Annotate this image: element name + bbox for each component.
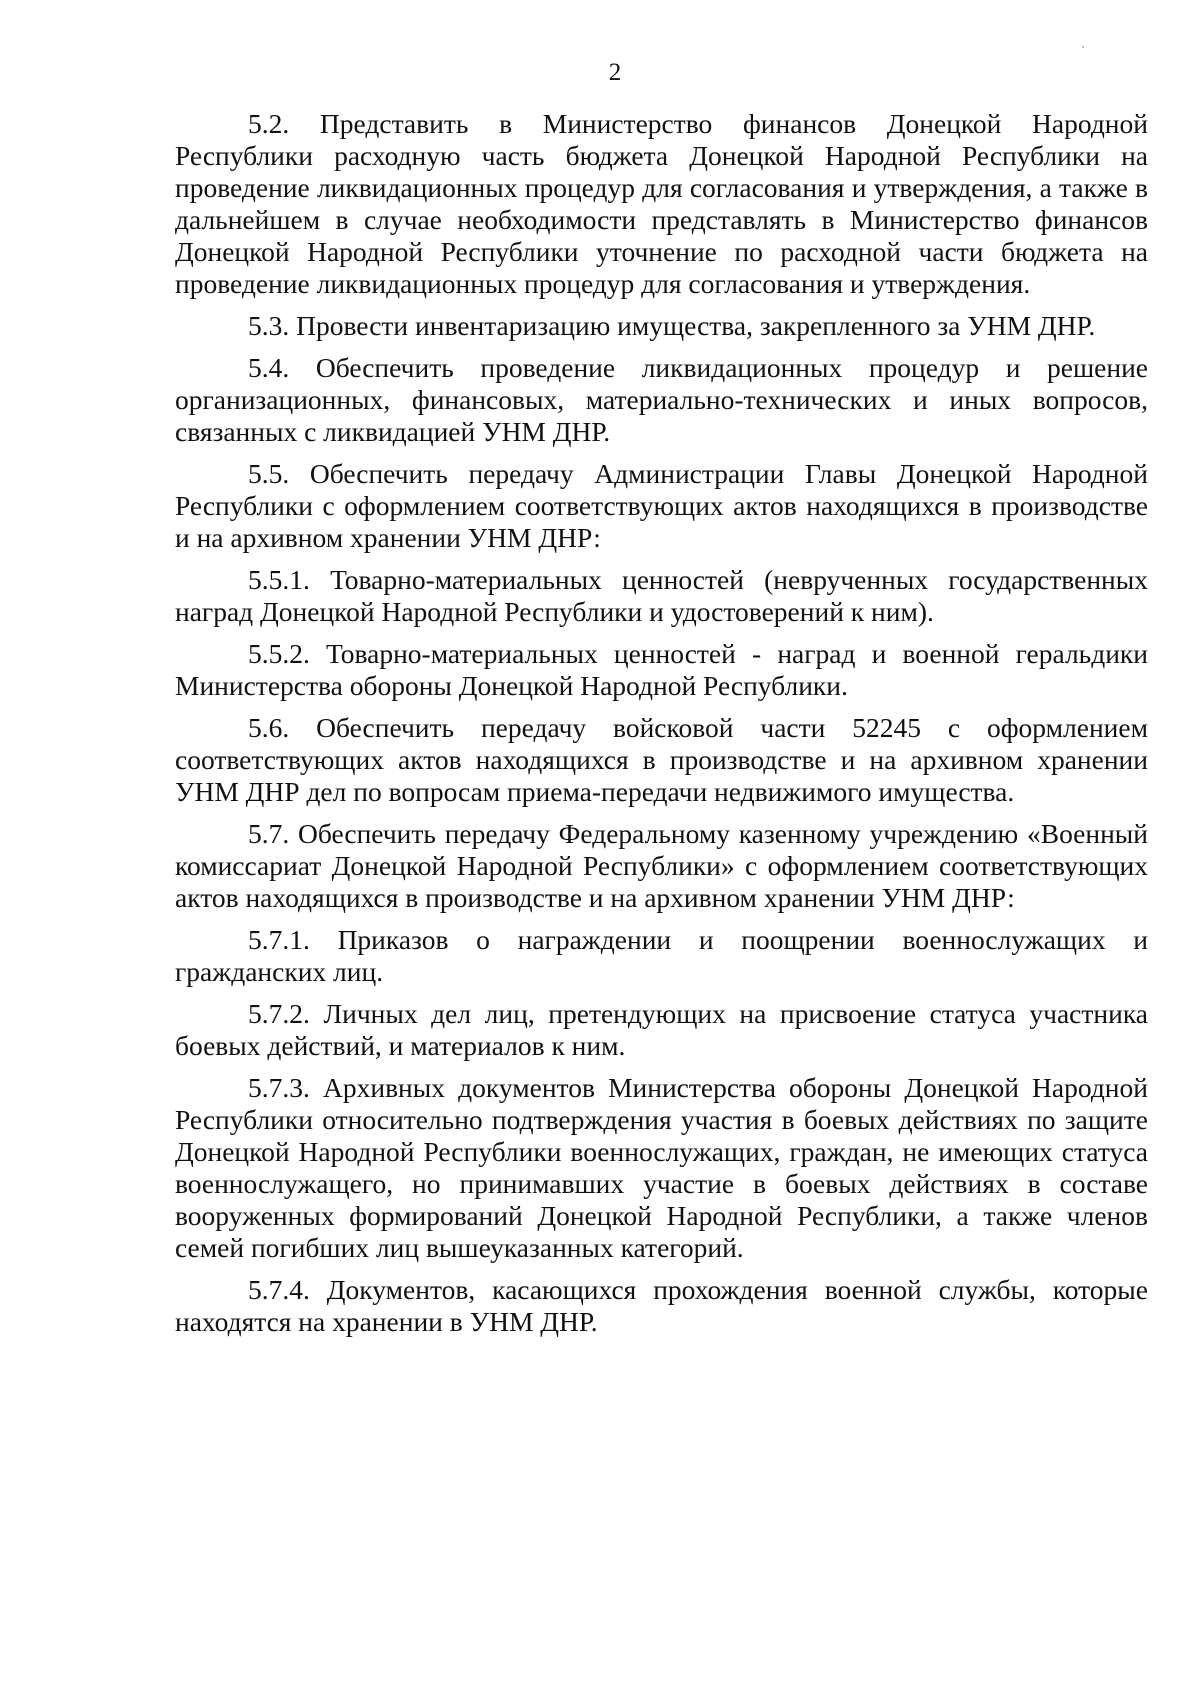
paragraph-5-7-1: 5.7.1. Приказов о награждении и поощрении военнослужащих и гражданских лиц.: [175, 924, 1148, 987]
paragraph-5-5-1: 5.5.1. Товарно-материальных ценностей (неврученных государственных наград Донецкой Народной Республики и удостоверений к ним).: [175, 564, 1148, 627]
paragraph-5-2: 5.2. Представить в Министерство финансов Донецкой Народной Республики расходную часть бюджета Донецкой Народной Республики на проведение ликвидационных процедур для согласования и утверждения, а также в дальнейшем в случае необходимости представлять в Министерство финансов Донецкой Народной Республики уточнение по расходной части бюджета на проведение ликвидационных процедур для согласования и утверждения.: [175, 108, 1148, 299]
paragraph-5-5: 5.5. Обеспечить передачу Администрации Главы Донецкой Народной Республики с оформлением соответствующих актов находящихся в производстве и на архивном хранении УНМ ДНР:: [175, 458, 1148, 553]
paragraph-5-7: 5.7. Обеспечить передачу Федеральному казенному учреждению «Военный комиссариат Донецкой Народной Республики» с оформлением соответствующих актов находящихся в производстве и на архивном хранении УНМ ДНР:: [175, 818, 1148, 913]
paragraph-5-5-2: 5.5.2. Товарно-материальных ценностей - наград и военной геральдики Министерства обороны Донецкой Народной Республики.: [175, 638, 1148, 701]
paragraph-5-3: 5.3. Провести инвентаризацию имущества, закрепленного за УНМ ДНР.: [248, 310, 1096, 341]
paragraph-5-7-4: 5.7.4. Документов, касающихся прохождения военной службы, которые находятся на хранении в УНМ ДНР.: [175, 1274, 1148, 1337]
paragraph-5-4: 5.4. Обеспечить проведение ликвидационных процедур и решение организационных, финансовых, материально-технических и иных вопросов, связанных с ликвидацией УНМ ДНР.: [175, 352, 1148, 447]
paragraph-5-7-2: 5.7.2. Личных дел лиц, претендующих на присвоение статуса участника боевых действий, и материалов к ним.: [175, 998, 1148, 1061]
scan-artifact: [1082, 46, 1084, 48]
paragraph-5-7-3: 5.7.3. Архивных документов Министерства обороны Донецкой Народной Республики относительно подтверждения участия в боевых действиях по защите Донецкой Народной Республики военнослужащих, граждан, не имеющих статуса военнослужащего, но принимавших участие в боевых действиях в составе вооруженных формирований Донецкой Народной Республики, а также членов семей погибших лиц вышеуказанных категорий.: [175, 1072, 1148, 1263]
paragraph-5-6: 5.6. Обеспечить передачу войсковой части 52245 с оформлением соответствующих актов находящихся в производстве и на архивном хранении УНМ ДНР дел по вопросам приема-передачи недвижимого имущества.: [175, 712, 1148, 807]
page-number: 2: [608, 59, 622, 86]
document-body: [175, 108, 1148, 1348]
